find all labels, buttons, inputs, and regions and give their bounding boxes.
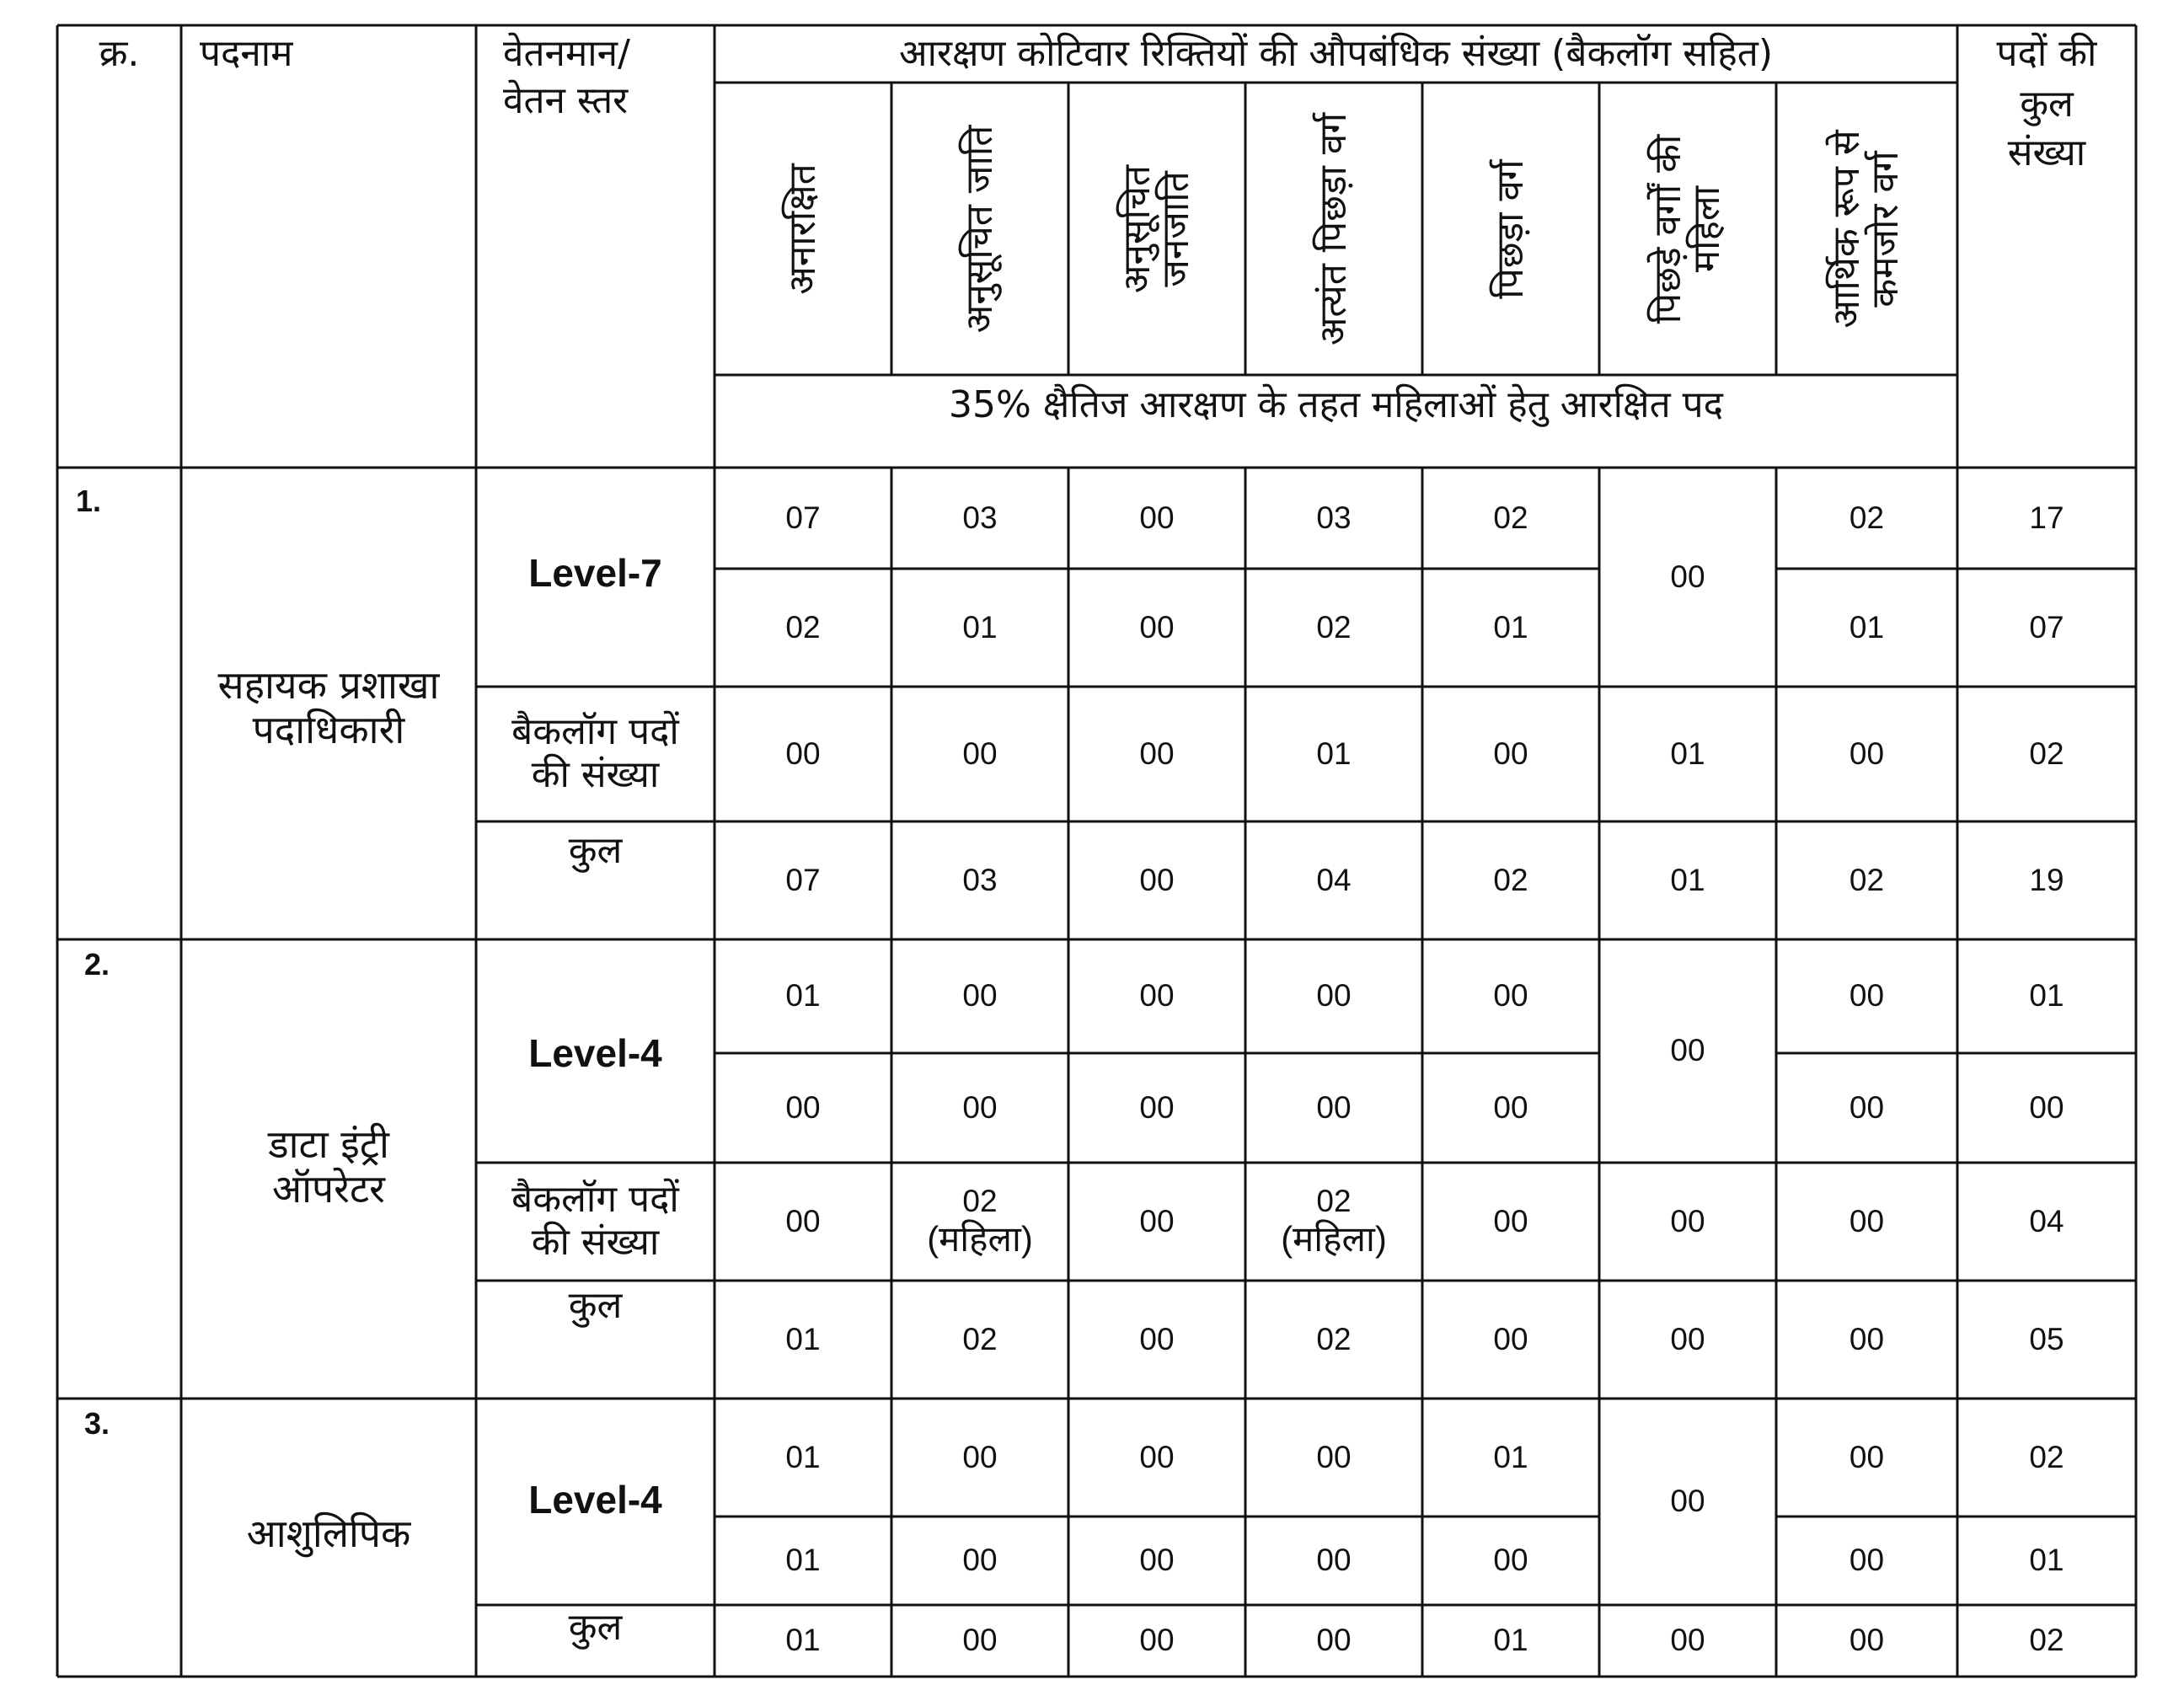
post1-r2-ebc: 02 bbox=[1316, 609, 1352, 645]
post2-backlog-st: 00 bbox=[1139, 1203, 1175, 1238]
post3-total-sc: 00 bbox=[962, 1623, 998, 1658]
post2-total-ews: 00 bbox=[1849, 1321, 1885, 1356]
header-pay-line2: वेतन स्तर bbox=[503, 78, 629, 122]
post2-r1-ebc: 00 bbox=[1316, 978, 1352, 1014]
post2-r1-ews: 00 bbox=[1849, 978, 1885, 1014]
post3-r1-ews: 00 bbox=[1849, 1439, 1885, 1474]
post2-backlog-sc: 02 (महिला) bbox=[927, 1183, 1033, 1260]
post2-total-label: कुल bbox=[568, 1283, 623, 1327]
post2-r1-sc: 00 bbox=[962, 978, 998, 1014]
post2-total-total: 05 bbox=[2029, 1321, 2064, 1356]
post1-total-bc-women: 01 bbox=[1670, 862, 1705, 897]
post2-backlog-total: 04 bbox=[2029, 1203, 2064, 1238]
post3-r1-unreserved: 01 bbox=[785, 1439, 821, 1474]
post3-r2-st: 00 bbox=[1139, 1543, 1175, 1578]
header-total-line2: कुल bbox=[2020, 82, 2074, 126]
post3-total-bc: 01 bbox=[1493, 1623, 1528, 1658]
post3-r2-ews: 00 bbox=[1849, 1543, 1885, 1578]
post2-total-st: 00 bbox=[1139, 1321, 1175, 1356]
post2-total-bc: 00 bbox=[1493, 1321, 1528, 1356]
post1-backlog-total: 02 bbox=[2029, 736, 2064, 771]
post2-backlog-ebc: 02 (महिला) bbox=[1281, 1183, 1387, 1260]
post1-r2-unreserved: 02 bbox=[785, 609, 821, 645]
post1-backlog-ebc: 01 bbox=[1316, 736, 1352, 771]
category-sc: अनुसूचित जाति bbox=[957, 125, 1001, 334]
post2-name: डाटा इंट्री ऑपरेटर bbox=[268, 1121, 389, 1212]
post1-r2-st: 00 bbox=[1139, 609, 1175, 645]
post1-bc-women-merged: 00 bbox=[1670, 559, 1705, 594]
post1-backlog-sc: 00 bbox=[962, 736, 998, 771]
category-st: अनुसूचित जनजाति bbox=[1115, 164, 1197, 294]
post3-total-ebc: 00 bbox=[1316, 1623, 1352, 1658]
category-ebc: अत्यंत पिछड़ा वर्ग bbox=[1311, 112, 1355, 346]
post1-total-bc: 02 bbox=[1493, 862, 1528, 897]
post2-r2-sc: 00 bbox=[962, 1089, 998, 1125]
post2-r2-total: 00 bbox=[2029, 1089, 2064, 1125]
post3-r2-total: 01 bbox=[2029, 1543, 2064, 1578]
post3-total-label: कुल bbox=[568, 1606, 623, 1650]
post2-r2-st: 00 bbox=[1139, 1089, 1175, 1125]
post1-sno: 1. bbox=[76, 484, 102, 519]
post1-total-st: 00 bbox=[1139, 862, 1175, 897]
post1-r2-sc: 01 bbox=[962, 609, 998, 645]
category-unreserved: अनारक्षित bbox=[780, 163, 824, 295]
post2-sno: 2. bbox=[84, 947, 110, 982]
post3-sno: 3. bbox=[84, 1406, 110, 1442]
post3-level: Level-4 bbox=[528, 1477, 662, 1522]
post1-r1-sc: 03 bbox=[962, 500, 998, 535]
post3-r2-sc: 00 bbox=[962, 1543, 998, 1578]
post1-backlog-label: बैकलॉग पदों की संख्या bbox=[511, 710, 679, 796]
header-total-line3: संख्या bbox=[2007, 131, 2086, 174]
post3-total-total: 02 bbox=[2029, 1623, 2064, 1658]
header-sno: क्र. bbox=[99, 31, 140, 75]
category-ews: आर्थिक रूप से कमजोर वर्ग bbox=[1824, 130, 1907, 329]
post1-r2-total: 07 bbox=[2029, 609, 2064, 645]
post1-r1-ebc: 03 bbox=[1316, 500, 1352, 535]
post3-total-bc-women: 00 bbox=[1670, 1623, 1705, 1658]
category-bc-women: पिछड़े वर्गों की महिला bbox=[1646, 134, 1728, 324]
post3-name: आशुलिपिक bbox=[246, 1510, 411, 1556]
post2-total-bc-women: 00 bbox=[1670, 1321, 1705, 1356]
post1-name: सहायक प्रशाखा पदाधिकारी bbox=[217, 662, 440, 752]
post2-r1-st: 00 bbox=[1139, 978, 1175, 1014]
post3-r1-total: 02 bbox=[2029, 1439, 2064, 1474]
post2-r2-bc: 00 bbox=[1493, 1089, 1528, 1125]
post2-total-ebc: 02 bbox=[1316, 1321, 1352, 1356]
post1-r1-ews: 02 bbox=[1849, 500, 1885, 535]
post1-total-ebc: 04 bbox=[1316, 862, 1352, 897]
header-pay-line1: वेतनमान/ bbox=[503, 31, 630, 75]
post1-r1-bc: 02 bbox=[1493, 500, 1528, 535]
post1-total-total: 19 bbox=[2029, 862, 2064, 897]
post2-backlog-bc-women: 00 bbox=[1670, 1203, 1705, 1238]
post3-r1-bc: 01 bbox=[1493, 1439, 1528, 1474]
post1-r1-total: 17 bbox=[2029, 500, 2064, 535]
post1-r2-ews: 01 bbox=[1849, 609, 1885, 645]
post3-r2-bc: 00 bbox=[1493, 1543, 1528, 1578]
post3-r1-sc: 00 bbox=[962, 1439, 998, 1474]
header-reservation: आरक्षण कोटिवार रिक्तियों की औपबंधिक संख्या (बैकलॉग सहित) bbox=[898, 31, 1773, 75]
post2-r1-unreserved: 01 bbox=[785, 978, 821, 1014]
post2-backlog-unreserved: 00 bbox=[785, 1203, 821, 1238]
post3-total-unreserved: 01 bbox=[785, 1623, 821, 1658]
post2-r2-unreserved: 00 bbox=[785, 1089, 821, 1125]
post2-level: Level-4 bbox=[528, 1030, 662, 1075]
post1-total-label: कुल bbox=[568, 828, 623, 872]
post2-backlog-label: बैकलॉग पदों की संख्या bbox=[511, 1178, 679, 1264]
post1-backlog-st: 00 bbox=[1139, 736, 1175, 771]
post3-bc-women-merged: 00 bbox=[1670, 1484, 1705, 1519]
post3-total-st: 00 bbox=[1139, 1623, 1175, 1658]
post2-total-unreserved: 01 bbox=[785, 1321, 821, 1356]
post3-r2-unreserved: 01 bbox=[785, 1543, 821, 1578]
post1-backlog-bc-women: 01 bbox=[1670, 736, 1705, 771]
post1-r1-unreserved: 07 bbox=[785, 500, 821, 535]
post1-r1-st: 00 bbox=[1139, 500, 1175, 535]
post1-total-ews: 02 bbox=[1849, 862, 1885, 897]
women-reservation-note: 35% क्षैतिज आरक्षण के तहत महिलाओं हेतु आरक्षित पद bbox=[948, 382, 1724, 426]
post3-r2-ebc: 00 bbox=[1316, 1543, 1352, 1578]
post2-bc-women-merged: 00 bbox=[1670, 1033, 1705, 1068]
post2-r2-ebc: 00 bbox=[1316, 1089, 1352, 1125]
post3-total-ews: 00 bbox=[1849, 1623, 1885, 1658]
post1-total-sc: 03 bbox=[962, 862, 998, 897]
post1-backlog-bc: 00 bbox=[1493, 736, 1528, 771]
post2-r2-ews: 00 bbox=[1849, 1089, 1885, 1125]
category-bc: पिछड़ा वर्ग bbox=[1488, 159, 1532, 299]
post1-total-unreserved: 07 bbox=[785, 862, 821, 897]
header-post: पदनाम bbox=[200, 31, 293, 75]
post1-backlog-unreserved: 00 bbox=[785, 736, 821, 771]
post2-r1-total: 01 bbox=[2029, 978, 2064, 1014]
post3-r1-ebc: 00 bbox=[1316, 1439, 1352, 1474]
post1-level: Level-7 bbox=[528, 550, 662, 595]
post2-total-sc: 02 bbox=[962, 1321, 998, 1356]
header-total-line1: पदों की bbox=[1996, 31, 2097, 75]
post1-backlog-ews: 00 bbox=[1849, 736, 1885, 771]
post1-r2-bc: 01 bbox=[1493, 609, 1528, 645]
post2-r1-bc: 00 bbox=[1493, 978, 1528, 1014]
post3-r1-st: 00 bbox=[1139, 1439, 1175, 1474]
post2-backlog-ews: 00 bbox=[1849, 1203, 1885, 1238]
post2-backlog-bc: 00 bbox=[1493, 1203, 1528, 1238]
